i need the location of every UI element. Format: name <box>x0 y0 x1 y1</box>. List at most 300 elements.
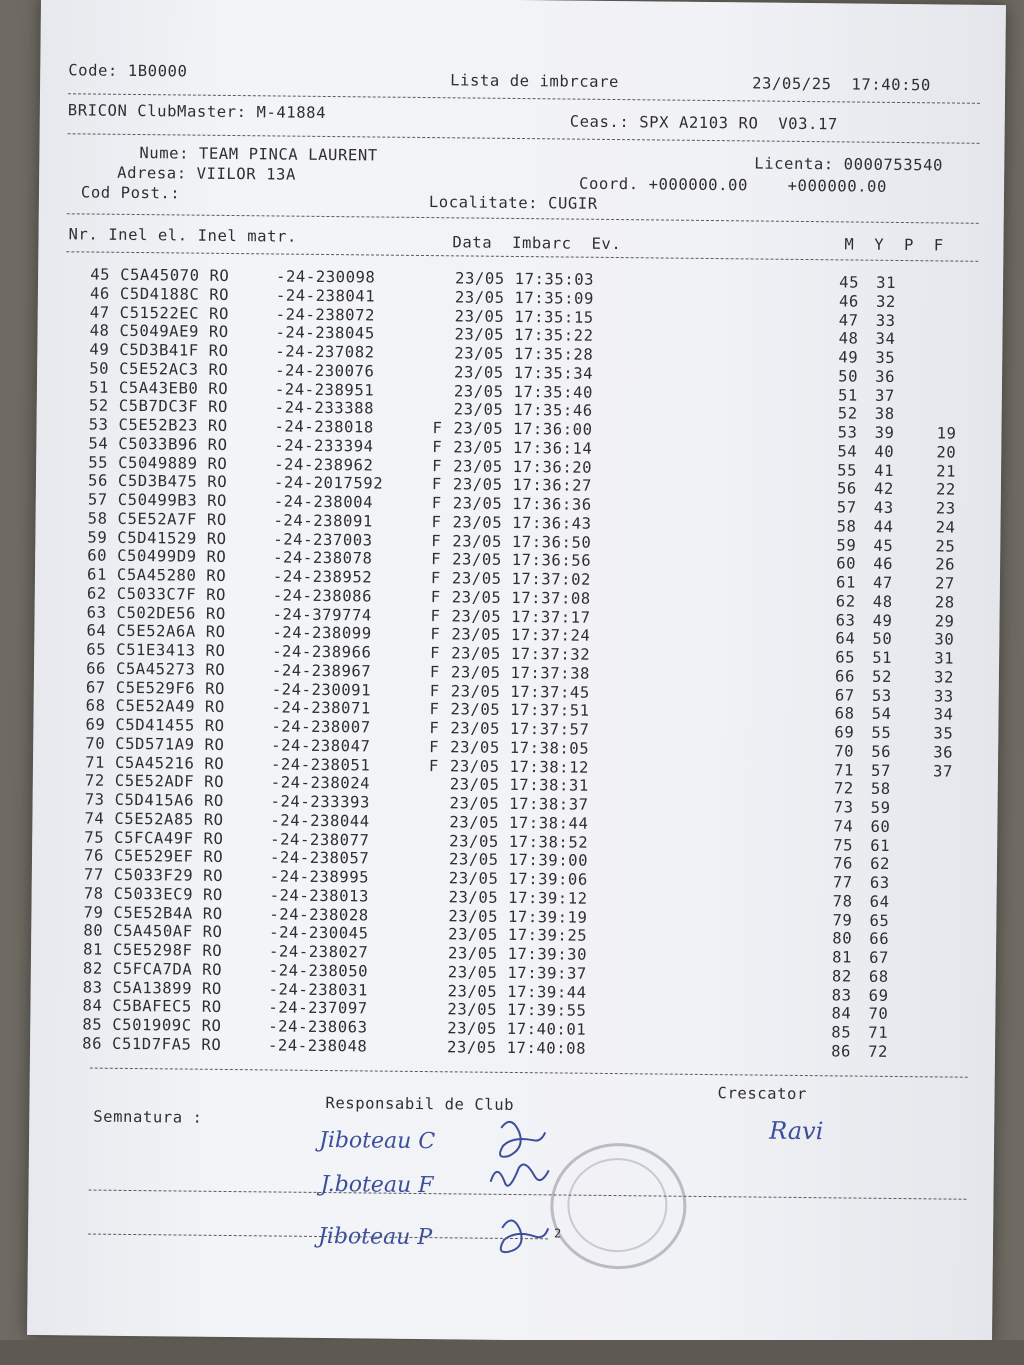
m-value: 82 <box>831 967 852 986</box>
table-surface <box>0 1340 1024 1365</box>
arrival-time: 23/05 17:39:44 <box>447 981 587 1002</box>
row-number: 76 <box>84 846 105 865</box>
ring-registration: -24-238028 <box>269 904 369 924</box>
row-number: 85 <box>82 1015 103 1034</box>
y-value: 42 <box>873 479 895 499</box>
ring-registration: -24-230045 <box>269 923 369 943</box>
electronic-ring: C50499D9 RO <box>117 547 227 567</box>
p-value: 19 <box>936 424 957 443</box>
y-value: 47 <box>872 573 894 592</box>
arrival-time: 23/05 17:35:40 <box>453 381 594 402</box>
ring-registration: -24-379774 <box>272 604 372 624</box>
p-value: 27 <box>934 574 956 593</box>
p-value: 28 <box>934 593 955 612</box>
row-number: 72 <box>84 771 105 790</box>
row-number: 57 <box>87 490 108 509</box>
arrival-time: 23/05 17:36:43 <box>452 513 592 533</box>
y-value: 41 <box>874 461 895 480</box>
p-value: 25 <box>935 536 956 556</box>
y-value: 45 <box>873 536 894 555</box>
y-value: 50 <box>872 629 893 649</box>
y-value: 51 <box>872 648 893 667</box>
m-value: 50 <box>838 367 859 386</box>
electronic-ring: C5E529EF RO <box>113 847 224 867</box>
electronic-ring: C5D4188C RO <box>119 284 230 304</box>
ring-registration: -24-2017592 <box>273 473 384 493</box>
y-value: 61 <box>870 836 891 855</box>
ring-registration: -24-238951 <box>274 379 375 399</box>
handwritten-name-2: J.boteau F <box>320 1171 434 1199</box>
electronic-ring: C5D3B475 RO <box>117 472 228 492</box>
electronic-ring: C5049AE9 RO <box>119 322 229 342</box>
m-value: 48 <box>838 329 859 348</box>
electronic-ring: C5D41529 RO <box>117 528 227 548</box>
ring-registration: -24-238051 <box>270 754 371 774</box>
arrival-time: 23/05 17:39:30 <box>447 944 588 964</box>
ring-registration: -24-238045 <box>275 323 375 343</box>
event-flag: F <box>431 550 442 569</box>
electronic-ring: C5D41455 RO <box>115 715 225 735</box>
electronic-ring: C5033B96 RO <box>118 434 228 454</box>
row-number: 46 <box>89 284 111 303</box>
arrival-time: 23/05 17:38:31 <box>449 775 589 796</box>
printed-sheet <box>27 0 1006 1345</box>
electronic-ring: C5A45273 RO <box>115 659 226 679</box>
y-value: 43 <box>873 498 894 517</box>
breeder-signature: Ravi <box>769 1116 824 1146</box>
row-number: 52 <box>88 396 109 415</box>
arrival-time: 23/05 17:37:32 <box>451 644 591 664</box>
event-flag: F <box>431 531 442 550</box>
ring-registration: -24-238047 <box>271 736 371 756</box>
m-value: 64 <box>835 629 856 648</box>
y-value: 72 <box>868 1042 889 1061</box>
electronic-ring: C5E52A6A RO <box>116 622 226 642</box>
column-header-left: Nr. Inel el. Inel matr. <box>68 225 298 246</box>
arrival-time: 23/05 17:35:34 <box>454 363 594 383</box>
m-value: 66 <box>834 667 856 686</box>
arrival-time: 23/05 17:39:55 <box>447 1000 587 1021</box>
list-title: Lista de imbrcare <box>450 71 620 92</box>
m-value: 80 <box>832 929 853 948</box>
code-label: Code: 1B0000 <box>68 61 188 81</box>
electronic-ring: C5E52A7F RO <box>117 509 227 529</box>
arrival-time: 23/05 17:37:02 <box>451 569 592 589</box>
arrival-time: 23/05 17:37:51 <box>450 700 590 721</box>
electronic-ring: C5E52A85 RO <box>114 809 224 829</box>
row-number: 78 <box>83 884 104 903</box>
m-value: 81 <box>832 948 853 967</box>
p-value: 26 <box>935 555 956 574</box>
ring-registration: -24-238962 <box>274 454 374 474</box>
electronic-ring: C502DE56 RO <box>116 603 226 623</box>
y-value: 34 <box>875 329 896 349</box>
electronic-ring: C51E3413 RO <box>116 640 226 660</box>
column-header-middle: Data Imbarc Ev. <box>452 233 622 254</box>
m-value: 67 <box>834 685 855 705</box>
y-value: 70 <box>868 1004 889 1024</box>
row-number: 58 <box>87 509 108 528</box>
arrival-time: 23/05 17:37:24 <box>451 625 591 646</box>
divider-5 <box>90 1068 968 1078</box>
p-value: 31 <box>934 649 955 668</box>
arrival-time: 23/05 17:39:12 <box>448 888 588 908</box>
y-value: 56 <box>871 742 892 761</box>
ring-registration: -24-238952 <box>272 567 373 587</box>
m-value: 74 <box>833 817 854 836</box>
y-value: 38 <box>874 404 895 424</box>
y-value: 40 <box>874 442 895 461</box>
ring-registration: -24-238031 <box>268 979 369 999</box>
ring-registration: -24-238091 <box>273 511 373 531</box>
arrival-time: 23/05 17:35:03 <box>455 269 595 289</box>
print-datetime: 23/05/25 17:40:50 <box>752 74 932 95</box>
electronic-ring: C5B7DC3F RO <box>118 397 229 417</box>
m-value: 65 <box>835 648 856 667</box>
arrival-time: 23/05 17:35:28 <box>454 344 594 364</box>
arrival-time: 23/05 17:36:20 <box>453 456 593 477</box>
arrival-time: 23/05 17:37:17 <box>451 606 591 627</box>
ring-registration: -24-238078 <box>273 548 373 568</box>
ring-registration: -24-233388 <box>274 398 375 418</box>
m-value: 55 <box>837 460 858 480</box>
divider-4 <box>66 251 978 262</box>
event-flag: F <box>428 756 440 775</box>
row-number: 86 <box>82 1034 103 1053</box>
clock-label: Ceas.: SPX A2103 RO V03.17 <box>569 112 838 134</box>
row-number: 84 <box>82 996 103 1015</box>
column-header-right: M Y P F <box>844 235 944 255</box>
row-number: 45 <box>90 265 111 284</box>
row-number: 48 <box>89 321 110 340</box>
arrival-time: 23/05 17:39:06 <box>448 869 588 889</box>
m-value: 71 <box>834 760 855 780</box>
event-flag: F <box>429 681 440 700</box>
electronic-ring: C5A13899 RO <box>112 978 222 998</box>
y-value: 35 <box>875 348 896 367</box>
arrival-time: 23/05 17:39:19 <box>448 906 588 927</box>
m-value: 72 <box>833 779 854 798</box>
ring-registration: -24-238044 <box>270 811 370 831</box>
arrival-time: 23/05 17:36:36 <box>452 494 592 514</box>
ring-registration: -24-238050 <box>268 961 369 981</box>
arrival-time: 23/05 17:38:05 <box>450 738 590 758</box>
p-value: 35 <box>933 724 954 743</box>
arrival-time: 23/05 17:35:46 <box>453 400 593 421</box>
electronic-ring: C5A45216 RO <box>114 753 225 773</box>
event-flag: F <box>430 606 441 625</box>
m-value: 56 <box>836 479 858 498</box>
m-value: 61 <box>835 573 857 592</box>
electronic-ring: C5FCA7DA RO <box>112 959 223 979</box>
row-number: 63 <box>86 602 107 622</box>
ring-registration: -24-238071 <box>271 698 372 718</box>
y-value: 68 <box>868 967 889 986</box>
arrival-time: 23/05 17:35:22 <box>454 325 594 346</box>
ring-registration: -24-238086 <box>272 586 373 606</box>
y-value: 67 <box>869 948 890 967</box>
m-value: 45 <box>839 273 860 292</box>
arrival-time: 23/05 17:35:09 <box>454 288 595 308</box>
p-value: 33 <box>933 686 954 706</box>
y-value: 64 <box>869 892 890 911</box>
ring-registration: -24-237082 <box>275 342 375 362</box>
p-value: 36 <box>933 743 954 762</box>
electronic-ring: C5033F29 RO <box>113 865 224 885</box>
event-flag: F <box>429 737 440 756</box>
event-flag: F <box>431 494 442 513</box>
ring-registration: -24-238063 <box>268 1017 368 1037</box>
p-value: 20 <box>936 443 957 462</box>
y-value: 55 <box>871 723 892 742</box>
row-number: 53 <box>88 415 109 434</box>
event-flag: F <box>431 512 442 531</box>
ring-registration: -24-237003 <box>273 529 373 549</box>
y-value: 57 <box>871 761 892 780</box>
row-number: 67 <box>85 677 106 697</box>
y-value: 62 <box>870 854 891 874</box>
row-number: 51 <box>88 378 110 397</box>
y-value: 71 <box>868 1023 889 1042</box>
row-number: 74 <box>84 809 105 828</box>
arrival-time: 23/05 17:37:57 <box>450 719 590 739</box>
m-value: 70 <box>834 742 855 761</box>
event-flag: F <box>429 700 440 719</box>
m-value: 86 <box>831 1042 852 1061</box>
y-value: 44 <box>873 517 894 536</box>
m-value: 59 <box>836 535 857 555</box>
m-value: 46 <box>838 292 859 311</box>
ring-registration: -24-238077 <box>270 829 370 849</box>
electronic-ring: C51D7FA5 RO <box>111 1034 222 1054</box>
owner-license: Licenta: 0000753540 <box>754 154 944 175</box>
ring-registration: -24-238099 <box>272 623 372 643</box>
m-value: 69 <box>834 723 855 742</box>
row-number: 70 <box>85 734 106 753</box>
arrival-time: 23/05 17:36:00 <box>453 419 593 439</box>
y-value: 37 <box>874 386 895 405</box>
p-value: 29 <box>934 611 955 631</box>
m-value: 60 <box>836 554 857 573</box>
electronic-ring: C5E5298F RO <box>112 940 223 960</box>
event-flag: F <box>429 662 441 681</box>
row-number: 49 <box>89 340 110 359</box>
divider-2 <box>68 133 980 144</box>
row-number: 47 <box>89 303 110 322</box>
y-value: 46 <box>873 554 894 574</box>
y-value: 54 <box>871 704 892 724</box>
row-number: 60 <box>87 546 108 565</box>
m-value: 52 <box>837 404 858 423</box>
y-value: 39 <box>874 423 895 442</box>
electronic-ring: C5BAFEC5 RO <box>112 997 222 1017</box>
ring-registration: -24-230098 <box>276 267 376 287</box>
electronic-ring: C5A450AF RO <box>113 922 223 942</box>
row-number: 69 <box>85 715 106 734</box>
ring-registration: -24-238004 <box>273 492 374 512</box>
event-flag: F <box>431 475 442 494</box>
page-number: 2 <box>554 1226 563 1241</box>
electronic-ring: C5E52ADF RO <box>114 772 225 792</box>
owner-name: Nume: TEAM PINCA LAURENT <box>139 144 378 165</box>
ring-registration: -24-238995 <box>269 867 370 887</box>
m-value: 49 <box>838 348 859 367</box>
m-value: 77 <box>832 873 853 892</box>
row-number: 59 <box>87 528 108 547</box>
electronic-ring: C5E529F6 RO <box>115 678 226 698</box>
arrival-time: 23/05 17:38:52 <box>449 831 589 852</box>
m-value: 76 <box>833 854 854 873</box>
y-value: 60 <box>870 817 891 836</box>
event-flag: F <box>430 644 441 663</box>
electronic-ring: C5D571A9 RO <box>115 734 225 754</box>
electronic-ring: C50499B3 RO <box>117 490 228 510</box>
ring-registration: -24-238007 <box>271 717 371 737</box>
m-value: 83 <box>831 985 852 1005</box>
arrival-time: 23/05 17:37:38 <box>450 663 591 683</box>
breeder-label: Crescator <box>717 1084 808 1104</box>
m-value: 68 <box>834 704 855 723</box>
divider-3 <box>67 213 979 224</box>
row-number: 50 <box>89 359 110 378</box>
arrival-time: 23/05 17:39:25 <box>448 925 588 946</box>
ring-registration: -24-230091 <box>271 679 372 699</box>
y-value: 69 <box>868 986 889 1005</box>
m-value: 53 <box>837 423 858 442</box>
electronic-ring: C5FCA49F RO <box>114 828 224 848</box>
row-number: 71 <box>85 752 106 772</box>
m-value: 85 <box>831 1023 852 1042</box>
club-stamp <box>550 1142 687 1269</box>
y-value: 31 <box>876 273 897 292</box>
m-value: 62 <box>835 592 856 611</box>
p-value: 23 <box>935 499 956 518</box>
y-value: 66 <box>869 929 890 949</box>
p-value: 32 <box>933 668 955 687</box>
ring-registration: -24-238018 <box>274 417 374 437</box>
y-value: 63 <box>869 873 890 892</box>
ring-registration: -24-238057 <box>269 848 370 868</box>
electronic-ring: C5D3B41F RO <box>119 340 229 360</box>
event-flag: F <box>432 419 443 438</box>
electronic-ring: C5A43EB0 RO <box>118 378 229 398</box>
electronic-ring: C5D415A6 RO <box>114 790 224 810</box>
signature-label: Semnatura : <box>93 1107 203 1127</box>
p-value: 24 <box>935 518 956 537</box>
arrival-time: 23/05 17:36:56 <box>452 550 592 571</box>
row-number: 64 <box>86 621 107 640</box>
arrival-time: 23/05 17:40:01 <box>447 1019 587 1039</box>
arrival-time: 23/05 17:37:08 <box>451 588 591 608</box>
m-value: 51 <box>837 385 858 405</box>
owner-postal: Cod Post.: <box>80 183 181 203</box>
arrival-time: 23/05 17:36:27 <box>452 475 593 496</box>
ring-registration: -24-233393 <box>270 792 371 812</box>
y-value: 32 <box>875 292 896 311</box>
ring-registration: -24-238013 <box>269 886 370 906</box>
row-number: 81 <box>83 940 104 959</box>
stamp-inner-ring <box>567 1158 668 1253</box>
ring-registration: -24-238072 <box>275 304 376 324</box>
row-number: 68 <box>85 696 106 715</box>
y-value: 36 <box>875 367 896 386</box>
row-number: 79 <box>83 902 104 922</box>
row-number: 80 <box>83 921 104 940</box>
m-value: 78 <box>832 892 853 911</box>
electronic-ring: C5E52B4A RO <box>113 903 223 923</box>
owner-coords: Coord. +000000.00 +000000.00 <box>579 174 888 196</box>
row-number: 83 <box>82 977 103 997</box>
electronic-ring: C5033EC9 RO <box>113 884 223 904</box>
ring-registration: -24-238024 <box>270 773 371 793</box>
p-value: 21 <box>936 461 957 481</box>
row-number: 55 <box>88 453 109 472</box>
electronic-ring: C5E52B23 RO <box>118 415 228 435</box>
arrival-time: 23/05 17:36:14 <box>453 438 593 458</box>
m-value: 58 <box>836 517 857 536</box>
ring-registration: -24-233394 <box>274 436 374 456</box>
row-number: 77 <box>83 865 104 884</box>
row-number: 66 <box>86 659 107 678</box>
m-value: 47 <box>838 310 859 330</box>
p-value: 22 <box>935 480 957 499</box>
row-number: 56 <box>87 471 109 490</box>
y-value: 53 <box>871 686 892 705</box>
p-value: 37 <box>932 761 954 781</box>
m-value: 84 <box>831 1004 852 1023</box>
event-flag: F <box>429 719 440 738</box>
y-value: 48 <box>872 592 893 611</box>
row-number: 54 <box>88 434 109 453</box>
arrival-time: 23/05 17:40:08 <box>446 1038 587 1058</box>
electronic-ring: C5E52A49 RO <box>115 697 225 717</box>
arrival-time: 23/05 17:36:50 <box>452 531 592 552</box>
event-flag: F <box>432 456 443 475</box>
y-value: 49 <box>872 611 893 630</box>
row-number: 65 <box>86 640 107 659</box>
m-value: 63 <box>835 610 856 630</box>
electronic-ring: C5A45280 RO <box>116 565 227 585</box>
y-value: 52 <box>871 667 893 686</box>
ring-registration: -24-238027 <box>268 942 369 962</box>
owner-address: Adresa: VIILOR 13A <box>117 163 297 184</box>
clubmaster-label: BRICON ClubMaster: M-41884 <box>67 101 327 122</box>
p-value: 30 <box>934 630 955 649</box>
m-value: 73 <box>833 798 854 817</box>
row-number: 82 <box>82 959 103 978</box>
electronic-ring: C5A45070 RO <box>120 265 230 285</box>
arrival-time: 23/05 17:39:00 <box>448 850 589 871</box>
club-responsible-label: Responsabil de Club <box>325 1094 515 1114</box>
electronic-ring: C5033C7F RO <box>116 584 227 604</box>
arrival-time: 23/05 17:38:44 <box>449 813 589 833</box>
m-value: 57 <box>836 498 857 517</box>
handwritten-name-3: Jiboteau P <box>317 1223 433 1251</box>
m-value: 75 <box>833 835 854 855</box>
event-flag: F <box>430 569 441 588</box>
electronic-ring: C5049889 RO <box>118 453 228 473</box>
arrival-time: 23/05 17:35:15 <box>454 306 594 327</box>
ring-registration: -24-238048 <box>267 1036 368 1056</box>
p-value: 34 <box>933 705 954 724</box>
m-value: 54 <box>837 442 858 461</box>
arrival-time: 23/05 17:39:37 <box>447 963 587 983</box>
arrival-time: 23/05 17:38:37 <box>449 794 589 814</box>
owner-locality: Localitate: CUGIR <box>428 193 598 213</box>
event-flag: F <box>432 437 443 456</box>
row-number: 61 <box>87 565 108 584</box>
ring-registration: -24-237097 <box>268 998 368 1018</box>
